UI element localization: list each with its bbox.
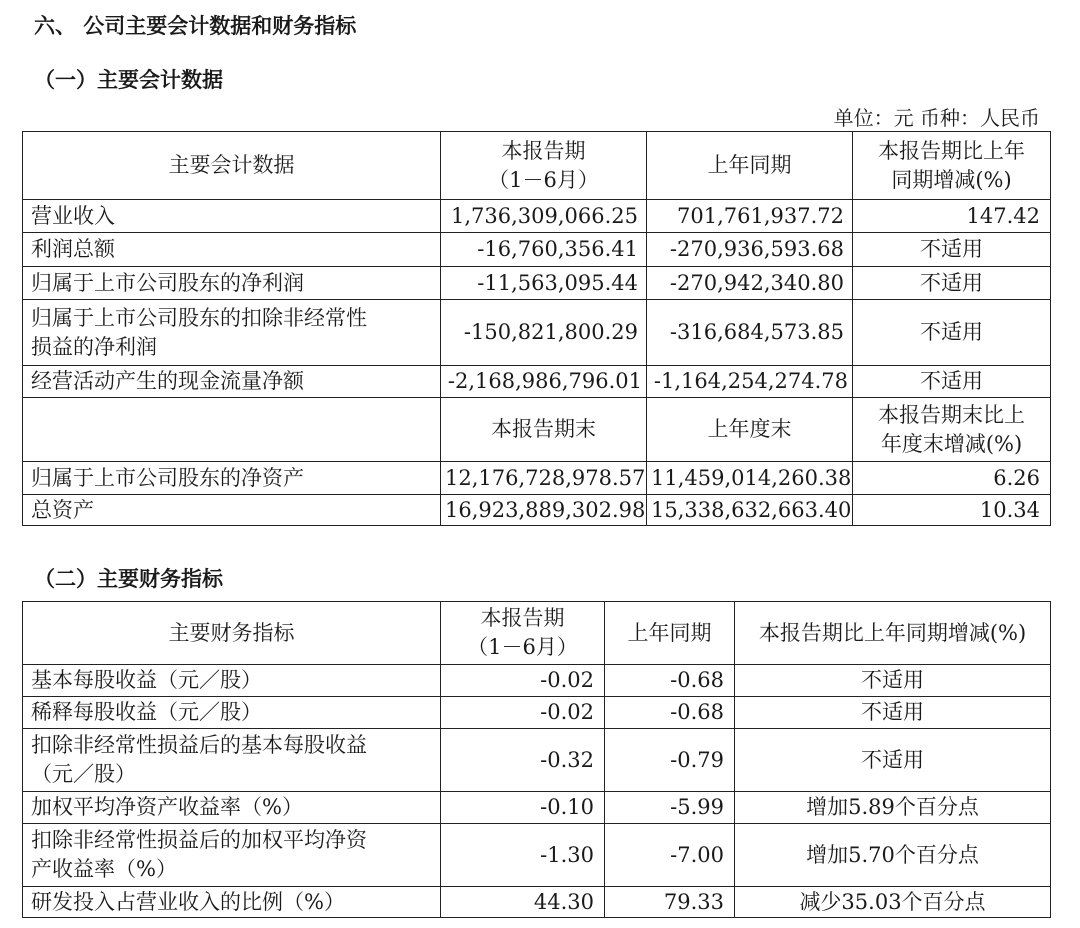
prior-value: 79.33 <box>605 887 735 918</box>
header-cell: 本报告期 （1－6月） <box>441 602 605 665</box>
prior-value: -7.00 <box>605 824 735 887</box>
change-value: 减少35.03个百分点 <box>735 887 1051 918</box>
header-cell: 本报告期 （1－6月） <box>441 132 647 200</box>
table-row <box>23 366 1051 398</box>
table-header-row <box>23 602 1051 665</box>
accounting-data-table <box>22 131 1051 526</box>
table-header-row <box>23 398 1051 462</box>
prior-value: -0.68 <box>605 697 735 729</box>
header-cell: 主要财务指标 <box>23 602 441 665</box>
prior-value: -1,164,254,274.78 <box>647 366 853 398</box>
sub2-heading: （二）主要财务指标 <box>34 567 223 591</box>
financial-indicators-table <box>22 601 1051 918</box>
current-value: 16,923,889,302.98 <box>441 495 647 526</box>
table-row <box>23 200 1051 233</box>
table-row <box>23 462 1051 495</box>
table-row <box>23 887 1051 918</box>
change-value: 不适用 <box>853 267 1051 300</box>
table-header-row <box>23 132 1051 200</box>
row-label: 归属于上市公司股东的扣除非经常性 损益的净利润 <box>23 300 441 366</box>
row-label: 归属于上市公司股东的净利润 <box>23 267 441 300</box>
change-value: 6.26 <box>853 462 1051 495</box>
row-label: 研发投入占营业收入的比例（%） <box>23 887 441 918</box>
row-label: 营业收入 <box>23 200 441 233</box>
header-cell: 本报告期比上年同期增减(%) <box>735 602 1051 665</box>
header-cell: 上年同期 <box>647 132 853 200</box>
current-value: -16,760,356.41 <box>441 233 647 267</box>
row-label: 经营活动产生的现金流量净额 <box>23 366 441 398</box>
prior-value: 701,761,937.72 <box>647 200 853 233</box>
current-value: -11,563,095.44 <box>441 267 647 300</box>
change-value: 增加5.70个百分点 <box>735 824 1051 887</box>
current-value: -150,821,800.29 <box>441 300 647 366</box>
row-label: 扣除非经常性损益后的加权平均净资 产收益率（%） <box>23 824 441 887</box>
header-cell: 主要会计数据 <box>23 132 441 200</box>
change-value: 147.42 <box>853 200 1051 233</box>
header-cell: 上年同期 <box>605 602 735 665</box>
prior-value: -270,942,340.80 <box>647 267 853 300</box>
sub1-heading: （一）主要会计数据 <box>34 68 223 92</box>
unit-note: 单位：元 币种：人民币 <box>833 106 1040 130</box>
change-value: 不适用 <box>735 729 1051 792</box>
table-row <box>23 495 1051 526</box>
change-value: 10.34 <box>853 495 1051 526</box>
header-cell: 本报告期末 <box>441 398 647 462</box>
header-cell: 本报告期比上年 同期增减(%) <box>853 132 1051 200</box>
table-row <box>23 792 1051 824</box>
current-value: -2,168,986,796.01 <box>441 366 647 398</box>
table-row <box>23 665 1051 697</box>
section-heading: 六、 公司主要会计数据和财务指标 <box>34 14 357 38</box>
prior-value: -270,936,593.68 <box>647 233 853 267</box>
table-row <box>23 824 1051 887</box>
change-value: 增加5.89个百分点 <box>735 792 1051 824</box>
row-label: 归属于上市公司股东的净资产 <box>23 462 441 495</box>
prior-value: -0.68 <box>605 665 735 697</box>
prior-value: 11,459,014,260.38 <box>647 462 853 495</box>
row-label: 稀释每股收益（元／股） <box>23 697 441 729</box>
change-value: 不适用 <box>853 233 1051 267</box>
table-row <box>23 697 1051 729</box>
row-label: 总资产 <box>23 495 441 526</box>
row-label: 加权平均净资产收益率（%） <box>23 792 441 824</box>
header-cell: 上年度末 <box>647 398 853 462</box>
table-row <box>23 729 1051 792</box>
row-label: 利润总额 <box>23 233 441 267</box>
header-cell <box>23 398 441 462</box>
table-row <box>23 300 1051 366</box>
change-value: 不适用 <box>853 366 1051 398</box>
change-value: 不适用 <box>735 665 1051 697</box>
prior-value: -316,684,573.85 <box>647 300 853 366</box>
current-value: -0.02 <box>441 665 605 697</box>
row-label: 基本每股收益（元／股） <box>23 665 441 697</box>
current-value: -0.10 <box>441 792 605 824</box>
current-value: 12,176,728,978.57 <box>441 462 647 495</box>
prior-value: -5.99 <box>605 792 735 824</box>
current-value: 1,736,309,066.25 <box>441 200 647 233</box>
header-cell: 本报告期末比上 年度末增减(%) <box>853 398 1051 462</box>
prior-value: -0.79 <box>605 729 735 792</box>
table-row <box>23 267 1051 300</box>
current-value: -0.02 <box>441 697 605 729</box>
row-label: 扣除非经常性损益后的基本每股收益 （元／股） <box>23 729 441 792</box>
current-value: 44.30 <box>441 887 605 918</box>
current-value: -1.30 <box>441 824 605 887</box>
prior-value: 15,338,632,663.40 <box>647 495 853 526</box>
table-row <box>23 233 1051 267</box>
change-value: 不适用 <box>853 300 1051 366</box>
current-value: -0.32 <box>441 729 605 792</box>
change-value: 不适用 <box>735 697 1051 729</box>
